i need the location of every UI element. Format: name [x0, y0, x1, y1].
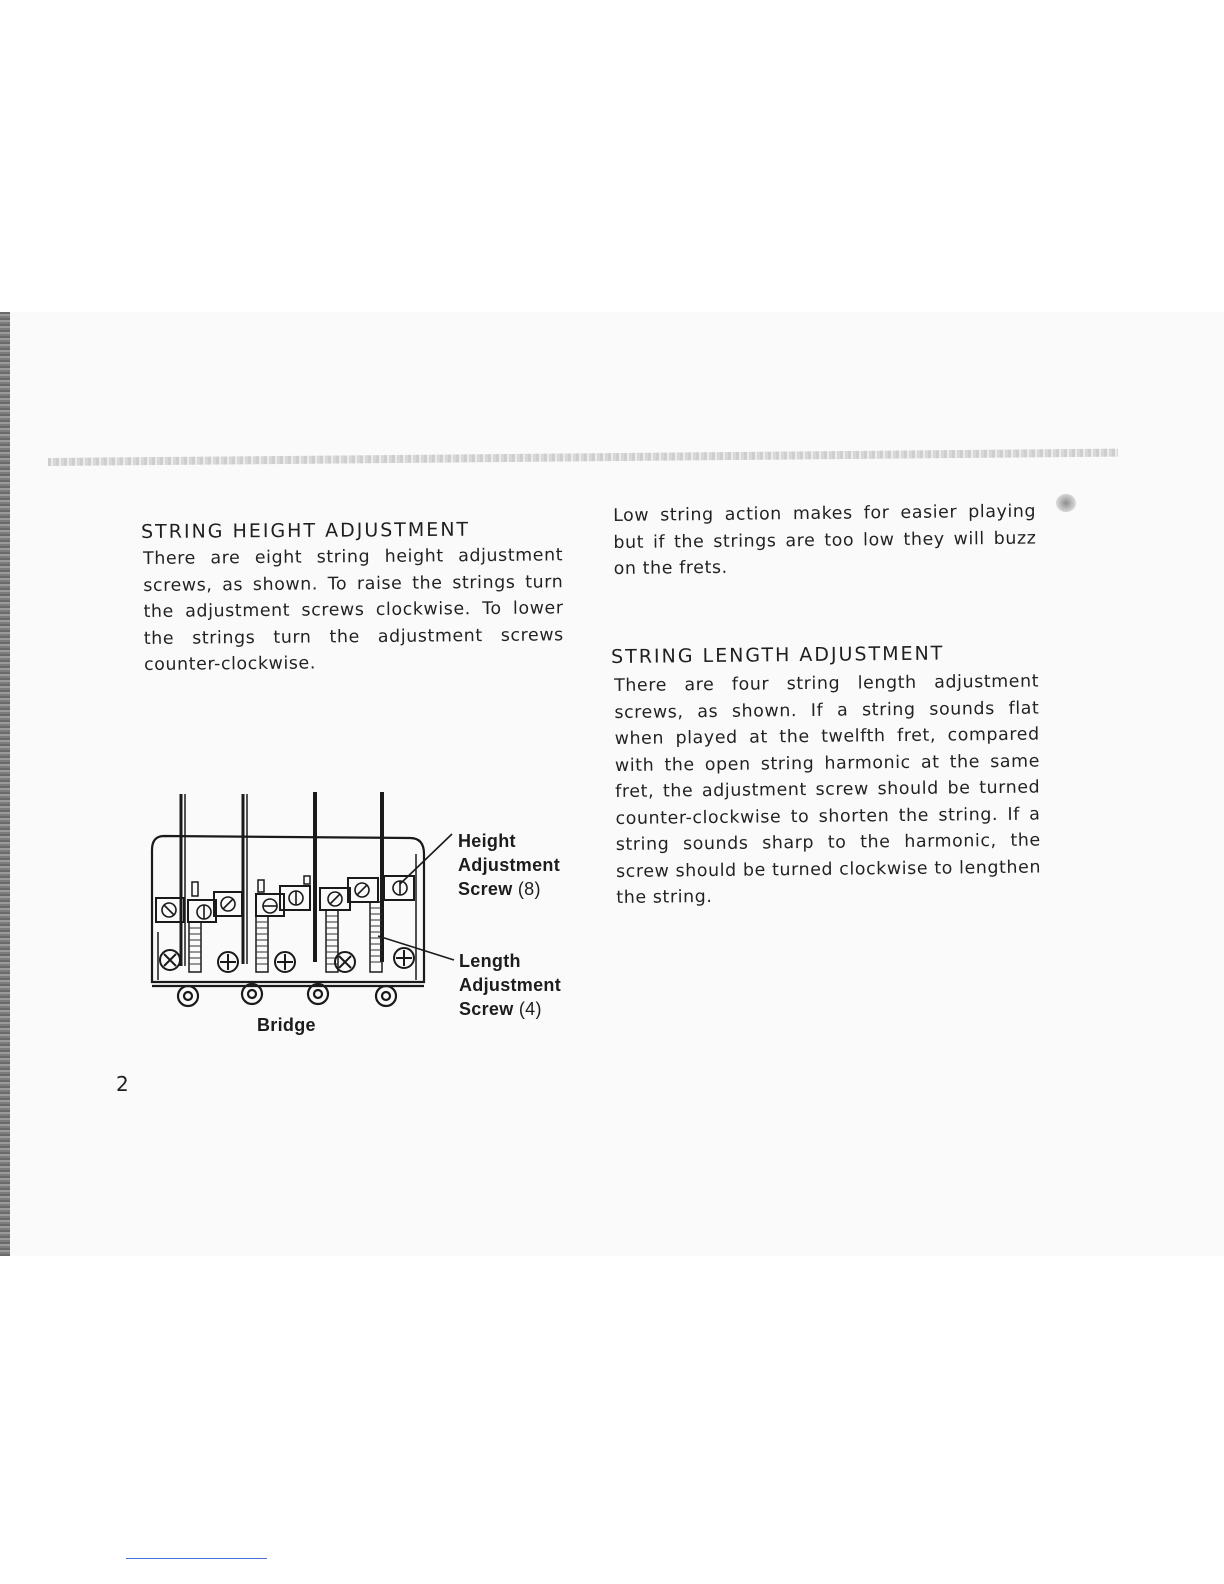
link-underline: [126, 1558, 267, 1559]
string-length-heading: STRING LENGTH ADJUSTMENT: [611, 642, 945, 668]
string-height-heading: STRING HEIGHT ADJUSTMENT: [141, 518, 471, 543]
string-action-paragraph: Low string action makes for easier playing but if the strings are too low they will buzz on the frets.: [613, 501, 1037, 579]
bottom-screw-icons: [178, 984, 396, 1006]
length-label-line-1: Length: [459, 951, 521, 971]
string-length-paragraph: There are four string length adjustment screws, as shown. If a string sounds flat when played at the twelfth fret, compared with the open string harmonic at the same fret, the adjustment screw should be turned counter-clockwise to shorten the string. If a string sounds sharp to the harmonic, the screw should be turned clockwise to lengthen the string.: [614, 671, 1042, 908]
height-label-line-1: Height: [458, 831, 516, 851]
height-label-line-2: Adjustment: [458, 855, 560, 875]
scan-edge-strip: [0, 312, 10, 1256]
length-adjustment-label: [459, 949, 561, 1021]
height-screw-count: (8): [517, 879, 541, 899]
saddles: [156, 876, 414, 922]
bridge-caption: Bridge: [257, 1015, 316, 1035]
ink-blot: [1056, 494, 1076, 512]
length-label-line-3: Screw: [459, 999, 514, 1019]
height-leader-line: [400, 834, 452, 884]
page-number: 2: [116, 1072, 129, 1096]
length-screw-count: (4): [518, 999, 542, 1019]
string-height-paragraph: There are eight string height adjustment screws, as shown. To raise the strings turn the adjustment screws clockwise. To lower the strings turn the adjustment screws counter-clockwise.: [143, 545, 564, 675]
length-label-line-2: Adjustment: [459, 975, 561, 995]
height-label-line-3: Screw: [458, 879, 513, 899]
height-adjustment-label: [458, 829, 560, 901]
